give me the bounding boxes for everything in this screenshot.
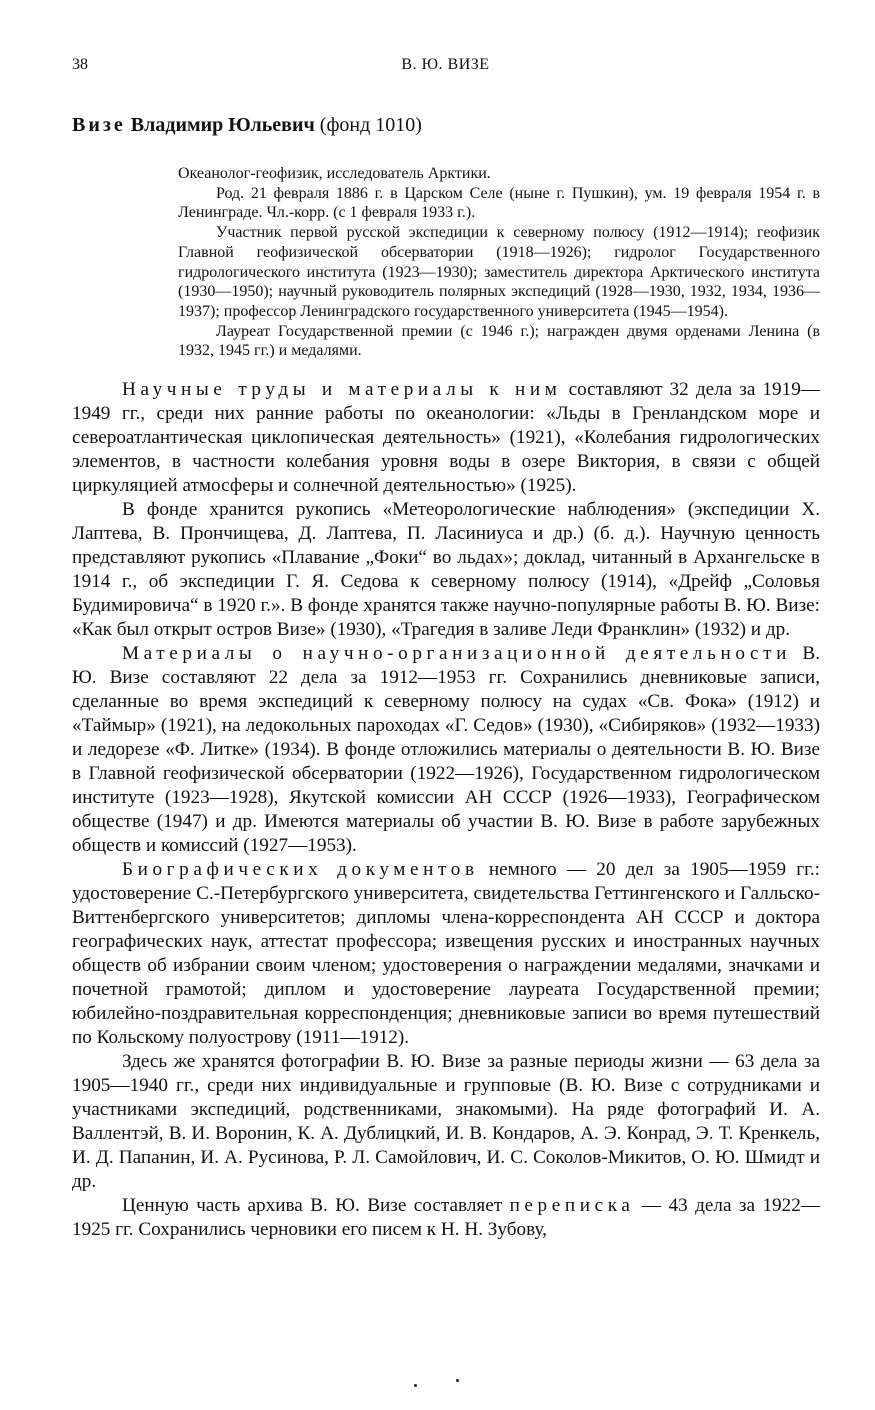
bio-line-profession: Океанолог-геофизик, исследователь Арктики. (178, 165, 491, 182)
paragraph-photographs (72, 1050, 820, 1194)
bio-paragraph-career: Участник первой русской экспедиции к северному полюсу (1912—1914); геофизик Главной геофизической обсерватории (1918—1926); гидролог Государственного гидрологического института (1923—1930); заместитель директора Арктического института (1930—1950); научный руководитель полярных экспедиций (1928—1930, 1932, 1934, 1936—1937); профессор Ленинградского государственного университета (1945—1954). (178, 224, 820, 320)
section-lead-correspondence: переписка (509, 1195, 635, 1216)
entry-title (72, 114, 819, 137)
entry-surname: Визе (72, 114, 126, 136)
paragraph-scientific-works (72, 378, 820, 498)
section-lead-biographical: Биографических документов (122, 859, 479, 880)
biography-block (178, 164, 820, 361)
section-lead-organizational: Материалы о научно-организационной деятельности (122, 643, 791, 664)
paragraph-manuscripts (72, 498, 820, 642)
entry-given-names: Владимир Юльевич (130, 114, 315, 136)
paragraph-text: составляют 32 дела за 1919—1949 гг., среди них ранние работы по океанологии: «Льды в Гренландском море и североатлантическая циклопическая деятельность» (1921), «Колебания гидрологических элементов, в частности колебания уровня воды в озере Виктория, в связи с общей циркуляцией атмосферы и солнечной деятельностью» (1925). (72, 379, 820, 496)
paragraph-correspondence (72, 1194, 820, 1242)
section-lead-scientific-works: Научные труды и материалы к ним (122, 379, 562, 400)
page-number: 38 (72, 56, 88, 73)
paragraph-text: немного — 20 дел за 1905—1959 гг.: удостоверение С.-Петербургского университета, свидетельства Геттингенского и Галльско-Виттенбергского университетов; дипломы члена-корреспондента АН СССР и доктора географических наук, аттестат профессора; извещения русских и иностранных научных обществ об избрании своим членом; удостоверения о награждении медалями, значками и почетной грамотой; диплом и удостоверение лауреата Государственной премии; юбилейно-поздравительная корреспонденция; дневниковые записи во время путешествий по Кольскому полуострову (1911—1912). (72, 859, 820, 1048)
main-text (72, 378, 820, 1242)
printer-dot (456, 1379, 459, 1382)
entry-fond: (фонд 1010) (319, 114, 422, 136)
paragraph-text-before: Ценную часть архива В. Ю. Визе составляет (122, 1195, 510, 1216)
paragraph-biographical (72, 858, 820, 1050)
printer-mark (410, 1378, 470, 1388)
page-header (72, 56, 819, 82)
paragraph-text: В. Ю. Визе составляют 22 дела за 1912—1953 гг. Сохранились дневниковые записи, сделанные во время экспедиций к северному полюсу на судах «Св. Фока» (1912) и «Таймыр» (1921), на ледокольных пароходах «Г. Седов» (1930), «Сибиряков» (1932—1933) и ледорезе «Ф. Литке» (1934). В фонде отложились материалы о деятельности В. Ю. Визе в Главной геофизической обсерватории (1922—1926), Государственном гидрологическом институте (1923—1928), Якутской комиссии АН СССР (1926—1933), Географическом обществе (1947) и др. Имеются материалы об участии В. Ю. Визе в работе зарубежных обществ и комиссий (1927—1953). (72, 643, 820, 856)
running-title: В. Ю. ВИЗЕ (401, 56, 490, 73)
bio-paragraph-awards: Лауреат Государственной премии (с 1946 г.); награжден двумя орденами Ленина (в 1932, 1945 гг.) и медалями. (178, 322, 820, 360)
paragraph-organizational (72, 642, 820, 858)
paragraph-text: Здесь же хранятся фотографии В. Ю. Визе за разные периоды жизни — 63 дела за 1905—1940 гг., среди них индивидуальные и групповые (В. Ю. Визе с сотрудниками и участниками экспедиций, родственниками, знакомыми). На ряде фотографий И. А. Валлентэй, В. И. Воронин, К. А. Дублицкий, И. В. Кондаров, А. Э. Конрад, Э. Т. Кренкель, И. Д. Папанин, И. А. Русинова, Р. Л. Самойлович, И. С. Соколов-Микитов, О. Ю. Шмидт и др. (72, 1051, 820, 1192)
bio-paragraph-dates: Род. 21 февраля 1886 г. в Царском Селе (ныне г. Пушкин), ум. 19 февраля 1954 г. в Ленинграде. Чл.-корр. (с 1 февраля 1933 г.). (178, 184, 820, 222)
paragraph-text: В фонде хранится рукопись «Метеорологические наблюдения» (экспедиции Х. Лаптева, В. Прончищева, Д. Лаптева, П. Ласиниуса и др.) (б. д.). Научную ценность представляют рукопись «Плавание „Фоки“ во льдах»; доклад, читанный в Архангельске в 1914 г., об экспедиции Г. Я. Седова к северному полюсу (1914), «Дрейф „Соловья Будимировича“ в 1920 г.». В фонде хранятся также научно-популярные работы В. Ю. Визе: «Как был открыт остров Визе» (1930), «Трагедия в заливе Леди Франклин» (1932) и др. (72, 499, 820, 640)
paragraph-text: — 43 дела за 1922—1925 гг. Сохранились черновики его писем к Н. Н. Зубову, (72, 1195, 821, 1240)
printer-dot (414, 1384, 417, 1387)
